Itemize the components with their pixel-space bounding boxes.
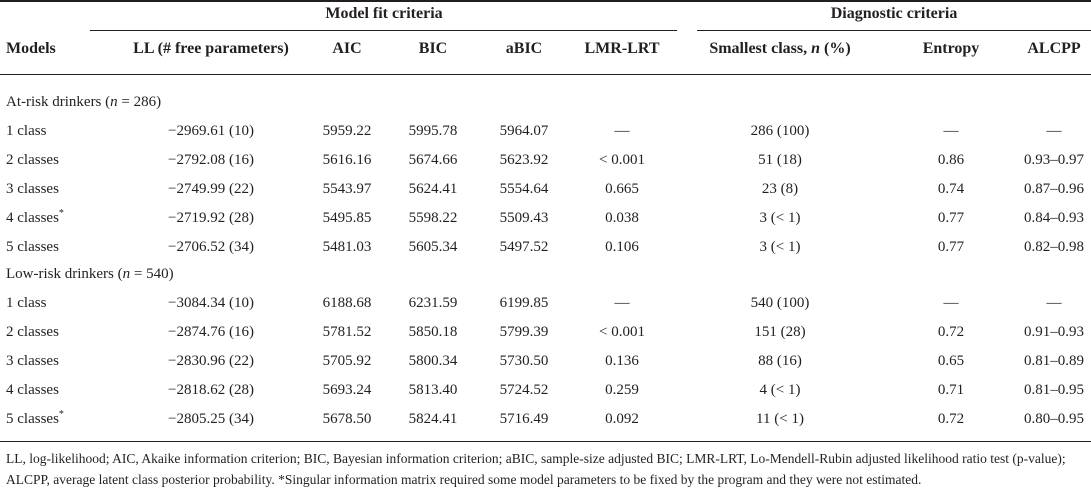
cell-abic: 5509.43 <box>499 210 549 226</box>
cell-abic: 5554.64 <box>499 181 549 197</box>
cell-aic: 6188.68 <box>322 295 372 311</box>
col-header-abic: aBIC <box>505 40 543 57</box>
cell-lmr: 0.136 <box>605 353 639 369</box>
cell-alcpp: — <box>1046 123 1062 139</box>
cell-alcpp: 0.80–0.95 <box>1024 411 1084 427</box>
cell-bic: 5824.41 <box>408 411 458 427</box>
col-header-bic: BIC <box>418 40 448 57</box>
cell-bic: 5605.34 <box>408 239 458 255</box>
cell-smallest: 3 (< 1) <box>759 239 801 255</box>
cell-abic: 5623.92 <box>499 152 549 168</box>
cell-ll: −2830.96 (22) <box>168 353 254 369</box>
cell-alcpp: 0.91–0.93 <box>1024 324 1084 340</box>
diagnostic-group-header: Diagnostic criteria <box>830 5 958 22</box>
col-header-models: Models <box>6 40 56 57</box>
cell-aic: 5781.52 <box>322 324 372 340</box>
col-header-lmr: LMR-LRT <box>584 40 660 57</box>
cell-smallest: 3 (< 1) <box>759 210 801 226</box>
cell-abic: 5799.39 <box>499 324 549 340</box>
cell-aic: 5693.24 <box>322 382 372 398</box>
cell-alcpp: 0.81–0.95 <box>1024 382 1084 398</box>
cell-bic: 5598.22 <box>408 210 458 226</box>
cell-smallest: 286 (100) <box>750 123 810 139</box>
cell-smallest: 540 (100) <box>750 295 810 311</box>
cell-ll: −2818.62 (28) <box>168 382 254 398</box>
diagnostic-group-rule <box>697 30 1091 31</box>
cell-alcpp: 0.81–0.89 <box>1024 353 1084 369</box>
cell-ll: −2969.61 (10) <box>168 123 254 139</box>
cell-aic: 5616.16 <box>322 152 372 168</box>
col-header-alcpp: ALCPP <box>1027 40 1081 57</box>
cell-alcpp: 0.87–0.96 <box>1024 181 1084 197</box>
cell-smallest: 88 (16) <box>758 353 802 369</box>
cell-entropy: 0.86 <box>937 152 965 168</box>
cell-bic: 5624.41 <box>408 181 458 197</box>
col-header-ll: LL (# free parameters) <box>133 40 289 57</box>
cell-lmr: 0.106 <box>605 239 639 255</box>
cell-entropy: 0.72 <box>937 324 965 340</box>
cell-smallest: 151 (28) <box>754 324 806 340</box>
cell-model: 5 classes* <box>6 409 64 427</box>
cell-entropy: — <box>943 123 959 139</box>
cell-abic: 6199.85 <box>499 295 549 311</box>
cell-smallest: 4 (< 1) <box>759 382 801 398</box>
cell-smallest: 23 (8) <box>761 181 799 197</box>
cell-abic: 5724.52 <box>499 382 549 398</box>
table-bottom-rule <box>0 441 1091 442</box>
cell-lmr: — <box>614 123 630 139</box>
cell-lmr: 0.092 <box>605 411 639 427</box>
cell-entropy: 0.65 <box>937 353 965 369</box>
cell-lmr: 0.038 <box>605 210 639 226</box>
cell-model: 2 classes <box>6 152 59 168</box>
cell-bic: 5995.78 <box>408 123 458 139</box>
cell-smallest: 51 (18) <box>758 152 802 168</box>
cell-entropy: 0.77 <box>937 239 965 255</box>
cell-ll: −2706.52 (34) <box>168 239 254 255</box>
cell-aic: 5543.97 <box>322 181 372 197</box>
cell-ll: −2749.99 (22) <box>168 181 254 197</box>
cell-bic: 5850.18 <box>408 324 458 340</box>
cell-alcpp: 0.93–0.97 <box>1024 152 1084 168</box>
cell-entropy: 0.74 <box>937 181 965 197</box>
cell-entropy: 0.77 <box>937 210 965 226</box>
model-fit-group-rule <box>90 30 677 31</box>
table-footnote: LL, log-likelihood; AIC, Akaike information criterion; BIC, Bayesian information criterion; aBIC, sample-size adjusted BIC; LMR-LRT, Lo-Mendell-Rubin adjusted likelihood ratio test (p-value); ALCPP, average latent class posterior probability. *Singular information matrix required some model parameters to be fixed by the program and they were not estimated. <box>6 451 1066 487</box>
col-header-aic: AIC <box>332 40 362 57</box>
cell-lmr: 0.259 <box>605 382 639 398</box>
cell-abic: 5964.07 <box>499 123 549 139</box>
cell-model: 3 classes <box>6 353 59 369</box>
cell-bic: 5800.34 <box>408 353 458 369</box>
top-rule <box>0 0 1091 2</box>
cell-ll: −2719.92 (28) <box>168 210 254 226</box>
cell-model: 3 classes <box>6 181 59 197</box>
header-bottom-rule <box>0 74 1091 75</box>
cell-model: 2 classes <box>6 324 59 340</box>
cell-model: 1 class <box>6 295 47 311</box>
cell-ll: −2792.08 (16) <box>168 152 254 168</box>
cell-lmr: — <box>614 295 630 311</box>
cell-smallest: 11 (< 1) <box>756 411 804 427</box>
cell-bic: 5674.66 <box>408 152 458 168</box>
cell-model: 5 classes <box>6 239 59 255</box>
cell-model: 4 classes* <box>6 208 64 226</box>
cell-entropy: 0.71 <box>937 382 965 398</box>
cell-model: 1 class <box>6 123 47 139</box>
cell-abic: 5716.49 <box>499 411 549 427</box>
cell-lmr: < 0.001 <box>599 324 645 340</box>
cell-entropy: 0.72 <box>937 411 965 427</box>
cell-lmr: 0.665 <box>605 181 639 197</box>
cell-entropy: — <box>943 295 959 311</box>
col-header-smallest: Smallest class, n (%) <box>709 40 851 57</box>
cell-ll: −2805.25 (34) <box>168 411 254 427</box>
cell-alcpp: 0.84–0.93 <box>1024 210 1084 226</box>
section-label: At-risk drinkers (n = 286) <box>6 94 162 110</box>
cell-bic: 5813.40 <box>408 382 458 398</box>
cell-model: 4 classes <box>6 382 59 398</box>
cell-alcpp: — <box>1046 295 1062 311</box>
cell-aic: 5495.85 <box>322 210 372 226</box>
model-fit-group-header: Model fit criteria <box>325 5 443 22</box>
cell-abic: 5730.50 <box>499 353 549 369</box>
cell-aic: 5705.92 <box>322 353 372 369</box>
cell-abic: 5497.52 <box>499 239 549 255</box>
section-label: Low-risk drinkers (n = 540) <box>6 266 174 282</box>
cell-aic: 5481.03 <box>322 239 372 255</box>
cell-lmr: < 0.001 <box>599 152 645 168</box>
cell-aic: 5959.22 <box>322 123 372 139</box>
cell-aic: 5678.50 <box>322 411 372 427</box>
cell-bic: 6231.59 <box>408 295 458 311</box>
cell-ll: −3084.34 (10) <box>168 295 254 311</box>
cell-alcpp: 0.82–0.98 <box>1024 239 1084 255</box>
col-header-entropy: Entropy <box>922 40 980 57</box>
cell-ll: −2874.76 (16) <box>168 324 254 340</box>
